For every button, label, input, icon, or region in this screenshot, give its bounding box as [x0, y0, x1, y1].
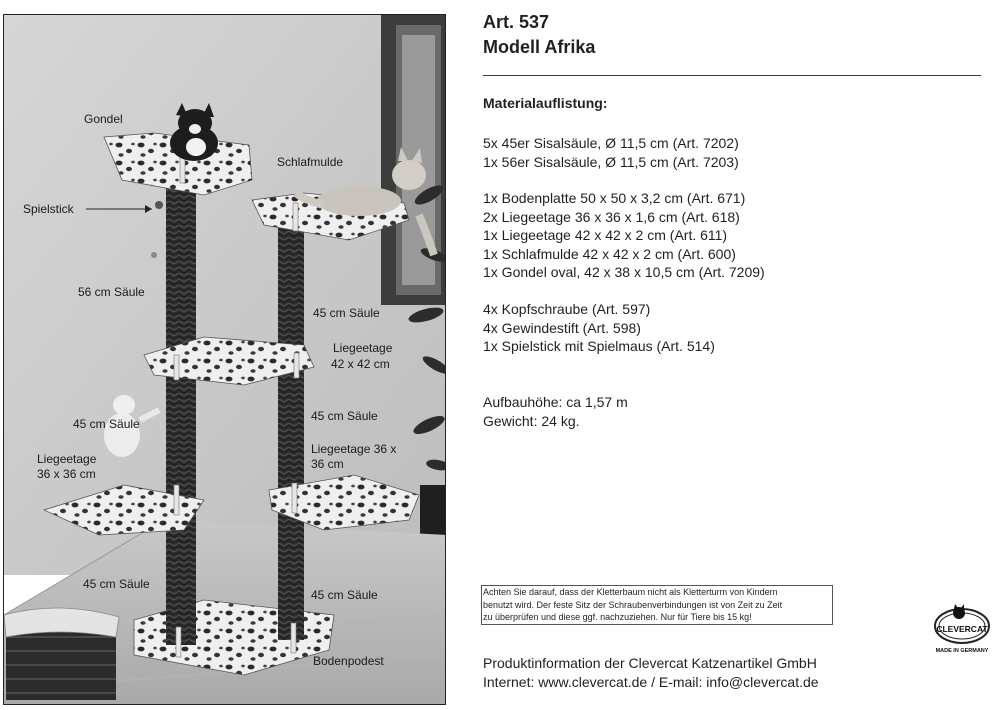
label-gondel: Gondel — [84, 112, 123, 126]
specs — [483, 393, 628, 430]
logo-brand: CLEVERCAT — [936, 624, 988, 634]
list-item: 5x 45er Sisalsäule, Ø 11,5 cm (Art. 7202) — [483, 135, 739, 151]
label-spielstick: Spielstick — [23, 202, 74, 216]
model-name: Modell Afrika — [483, 37, 596, 57]
list-item: 1x Gondel oval, 42 x 38 x 10,5 cm (Art. 7209) — [483, 264, 765, 281]
divider — [483, 75, 981, 76]
label-45cm-saeule-upper: 45 cm Säule — [313, 306, 380, 320]
label-45cm-saeule-left-mid: 45 cm Säule — [73, 417, 140, 431]
materials-group-posts — [483, 134, 739, 171]
notice-line: zu überprüfen und diese ggf. nachzuziehen. Nur für Tiere bis 15 kg! — [483, 612, 752, 623]
list-item: 1x 56er Sisalsäule, Ø 11,5 cm (Art. 7203) — [483, 153, 739, 170]
product-photo — [3, 14, 446, 705]
clevercat-logo — [928, 600, 996, 660]
notice-line: benutzt wird. Der feste Sitz der Schraubenverbindungen ist von Zeit zu Zeit — [483, 599, 783, 610]
materials-group-boards — [483, 189, 765, 282]
list-item: 2x Liegeetage 36 x 36 x 1,6 cm (Art. 618) — [483, 208, 740, 225]
list-item: 4x Kopfschraube (Art. 597) — [483, 301, 651, 317]
label-45cm-saeule-right-low: 45 cm Säule — [311, 588, 378, 602]
label-liegeetage-42-l1: Liegeetage — [333, 341, 393, 355]
wicker-basket — [4, 608, 119, 700]
label-45cm-saeule-right-mid: 45 cm Säule — [311, 409, 378, 423]
notice-line: Achten Sie darauf, dass der Kletterbaum nicht als Kletterturm von Kindern — [483, 587, 778, 597]
list-item: 1x Spielstick mit Spielmaus (Art. 514) — [483, 338, 715, 355]
logo-tagline: MADE IN GERMANY — [935, 648, 989, 654]
spec-weight: Gewicht: 24 kg. — [483, 412, 580, 429]
list-item: 1x Liegeetage 42 x 42 x 2 cm (Art. 611) — [483, 227, 728, 244]
materials-heading: Materialauflistung: — [483, 95, 608, 111]
label-schlafmulde: Schlafmulde — [277, 155, 344, 169]
footer-company: Produktinformation der Clevercat Katzenartikel GmbH — [483, 655, 817, 671]
footer-contact: Internet: www.clevercat.de / E-mail: info@clevercat.de — [483, 674, 819, 690]
materials-group-hardware — [483, 300, 715, 356]
label-liegeetage-36-right-l2: 36 cm — [311, 457, 344, 471]
list-item: 1x Schlafmulde 42 x 42 x 2 cm (Art. 600) — [483, 245, 736, 262]
spec-height: Aufbauhöhe: ca 1,57 m — [483, 394, 628, 410]
label-45cm-saeule-left-low: 45 cm Säule — [83, 577, 150, 591]
article-number: Art. 537 — [483, 12, 550, 32]
list-item: 4x Gewindestift (Art. 598) — [483, 319, 641, 336]
label-56cm-saeule: 56 cm Säule — [78, 285, 145, 299]
label-liegeetage-36-left-l2: 36 x 36 cm — [37, 467, 96, 481]
label-bodenpodest: Bodenpodest — [313, 654, 384, 668]
list-item: 1x Bodenplatte 50 x 50 x 3,2 cm (Art. 671) — [483, 190, 746, 206]
safety-notice — [481, 585, 833, 625]
label-liegeetage-36-left-l1: Liegeetage — [37, 452, 97, 466]
post-45cm-right — [278, 210, 304, 640]
label-liegeetage-36-right-l1: Liegeetage 36 x — [311, 442, 397, 456]
post-56cm — [166, 165, 196, 645]
label-liegeetage-42-l2: 42 x 42 cm — [331, 357, 390, 371]
